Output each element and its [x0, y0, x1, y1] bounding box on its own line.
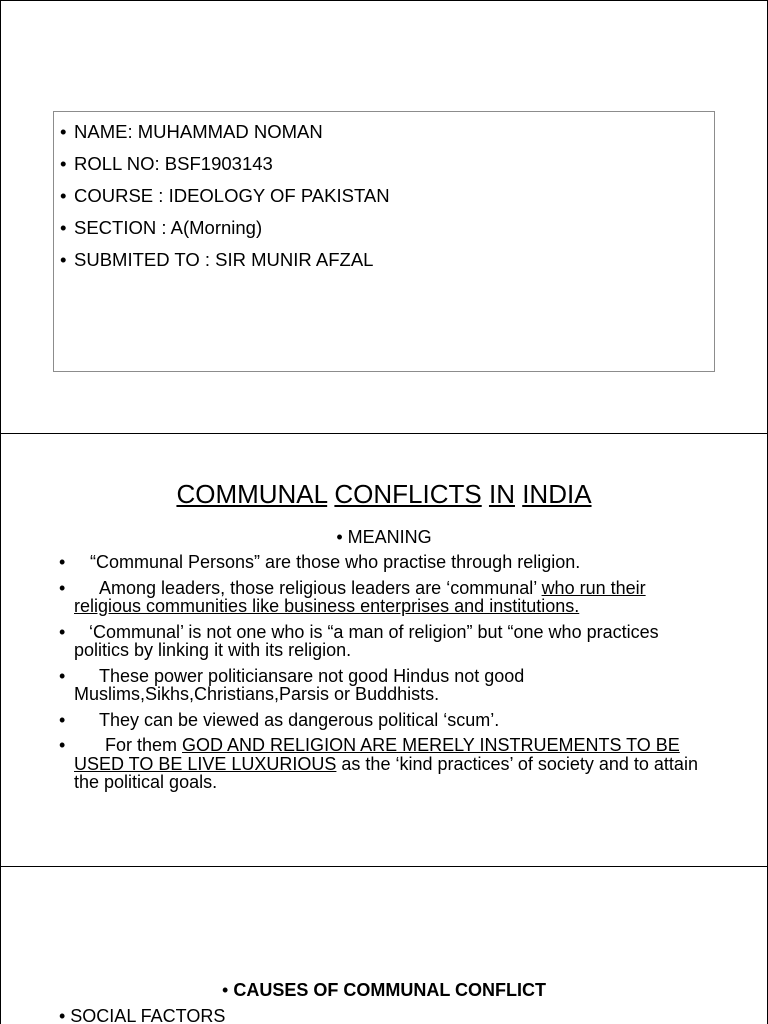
point-text-part: Among leaders, those religious leaders are ‘communal’ — [99, 577, 542, 598]
info-item-section — [60, 212, 714, 244]
bullet-icon: • — [60, 249, 67, 270]
bullet-icon: • — [60, 185, 67, 206]
info-item-text: NAME: MUHAMMAD NOMAN — [74, 121, 323, 142]
bullet-icon: • — [60, 121, 67, 142]
point-text: These power politiciansare not good Hindus not good Muslims,Sikhs,Christians,Parsis or Buddhists. — [74, 665, 525, 704]
bullet-icon: • — [59, 552, 66, 572]
point-text-underlined: GOD AND RELIGION ARE MERELY INSTRUEMENTS TO BE USED TO BE LIVE LUXURIOUS — [74, 735, 680, 774]
info-item-text: ROLL NO: BSF1903143 — [74, 153, 273, 174]
info-item-text: SUBMITED TO : SIR MUNIR AFZAL — [74, 249, 374, 270]
point-text-underlined: who run their religious communities like business enterprises and institutions. — [74, 577, 646, 616]
point-text — [74, 579, 709, 616]
meaning-point — [59, 623, 709, 660]
bullet-icon: • — [222, 980, 229, 1000]
slide-student-info — [0, 0, 768, 434]
student-info-list — [54, 112, 714, 276]
info-item-text: SECTION : A(Morning) — [74, 217, 263, 238]
bullet-icon: • — [59, 665, 66, 686]
title-word: COMMUNAL — [176, 479, 328, 509]
meaning-point — [59, 736, 709, 792]
point-text — [74, 736, 709, 792]
bullet-icon: • — [60, 153, 67, 174]
student-info-box — [53, 111, 715, 372]
meaning-point — [59, 667, 709, 704]
meaning-point — [59, 579, 709, 616]
causes-heading-text: CAUSES OF COMMUNAL CONFLICT — [233, 980, 546, 1000]
point-text-part: as the ‘kind practices’ of society and to attain the political goals. — [74, 753, 698, 792]
bullet-icon: • — [60, 217, 67, 238]
meaning-point — [59, 711, 709, 730]
meaning-heading: • MEANING — [336, 527, 432, 547]
bullet-icon: • — [59, 735, 66, 755]
bullet-icon: • — [59, 709, 66, 730]
info-item-roll — [60, 148, 714, 180]
info-item-course — [60, 180, 714, 212]
slide-causes — [0, 866, 768, 1024]
bullet-icon: • — [59, 577, 66, 598]
point-text: ‘Communal’ is not one who is “a man of religion” but “one who practices politics by linking it with its religion. — [74, 621, 659, 660]
title-word: IN — [488, 479, 515, 509]
point-text-part: For them — [105, 735, 183, 755]
info-item-name — [60, 116, 714, 148]
point-text: They can be viewed as dangerous political ‘scum’. — [99, 709, 500, 730]
slide-communal-conflicts — [0, 433, 768, 867]
info-item-submitted-to — [60, 244, 714, 276]
title-word: INDIA — [522, 479, 592, 509]
point-text: “Communal Persons” are those who practise through religion. — [90, 552, 581, 572]
causes-first-item: • SOCIAL FACTORS — [59, 1006, 226, 1024]
info-item-text: COURSE : IDEOLOGY OF PAKISTAN — [74, 185, 390, 206]
title-word: CONFLICTS — [334, 479, 482, 509]
causes-heading — [1, 980, 767, 1001]
bullet-icon: • — [59, 621, 66, 642]
meaning-point — [59, 553, 709, 572]
meaning-points-list — [59, 553, 709, 799]
slide-title — [1, 479, 767, 510]
